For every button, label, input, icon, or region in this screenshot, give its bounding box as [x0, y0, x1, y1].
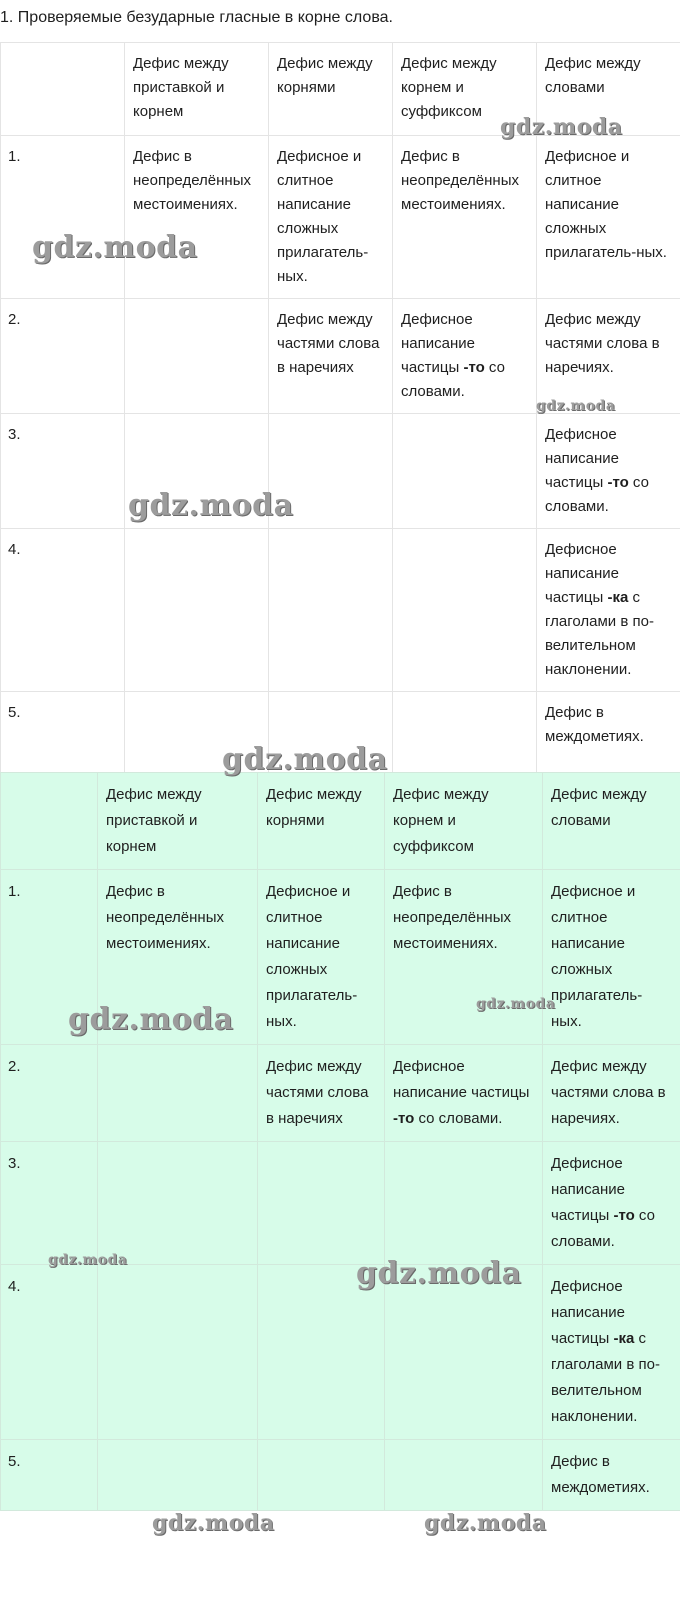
watermark: gdz.moda	[476, 996, 556, 1012]
watermark: gdz.moda	[68, 1002, 234, 1037]
table-cell: Дефисное и слитное написание сложных прилагатель-ных.	[258, 870, 385, 1045]
table-cell: Дефис в неопределённых местоимениях.	[385, 870, 543, 1045]
bold-particle: -то	[607, 474, 629, 491]
table-green	[0, 772, 680, 1511]
table-cell: Дефис в междометиях.	[543, 1440, 680, 1511]
table-cell	[393, 299, 537, 414]
table-cell	[98, 1045, 258, 1142]
header-empty	[1, 773, 98, 870]
watermark: gdz.moda	[356, 1256, 522, 1291]
header-cell: Дефис между словами	[543, 773, 680, 870]
watermark: gdz.moda	[32, 230, 198, 265]
table-cell: Дефисное и слитное написание сложных прилагатель-ных.	[269, 136, 393, 299]
cell-text: со словами.	[551, 1207, 655, 1250]
table-cell	[98, 1142, 258, 1265]
table-row	[1, 1142, 680, 1265]
bold-particle: -то	[613, 1207, 635, 1224]
cell-text: Дефисное написание частицы	[545, 426, 619, 491]
table-cell	[385, 1142, 543, 1265]
row-number: 3.	[1, 1142, 98, 1265]
table-row	[1, 529, 680, 692]
row-number: 2.	[1, 299, 125, 414]
header-cell: Дефис между корнем и суффиксом	[393, 43, 537, 136]
table-cell	[385, 1265, 543, 1440]
row-number: 5.	[1, 1440, 98, 1511]
table-cell: Дефис в неопределённых местоимениях.	[393, 136, 537, 299]
page-title: 1. Проверяемые безударные гласные в корне слова.	[0, 9, 393, 26]
bold-particle: -ка	[607, 589, 629, 606]
table-cell	[98, 1440, 258, 1511]
row-number: 4.	[1, 1265, 98, 1440]
cell-text: со словами.	[401, 359, 505, 400]
cell-text: с глаголами в по-велительном наклонении.	[545, 589, 654, 678]
watermark: gdz.moda	[152, 1510, 275, 1536]
table-cell: Дефис между частями слова в наречиях	[258, 1045, 385, 1142]
row-number: 4.	[1, 529, 125, 692]
table-cell	[543, 1265, 680, 1440]
table-cell: Дефис между частями слова в наречиях.	[543, 1045, 680, 1142]
row-number: 2.	[1, 1045, 98, 1142]
table-cell: Дефис в неопределённых местоимениях.	[125, 136, 269, 299]
bold-particle: -то	[393, 1110, 415, 1127]
watermark: gdz.moda	[500, 114, 623, 140]
table-cell	[543, 1142, 680, 1265]
table-cell	[393, 414, 537, 529]
table-white	[0, 42, 680, 785]
table-cell	[269, 414, 393, 529]
header-cell: Дефис между приставкой и корнем	[125, 43, 269, 136]
table-cell	[537, 529, 680, 692]
row-number: 5.	[1, 692, 125, 785]
header-cell: Дефис между приставкой и корнем	[98, 773, 258, 870]
row-number: 1.	[1, 136, 125, 299]
table-cell	[125, 414, 269, 529]
table-cell: Дефис в неопределённых местоимениях.	[98, 870, 258, 1045]
table-row	[1, 414, 680, 529]
table-cell: Дефис в междометиях.	[537, 692, 680, 785]
watermark: gdz.moda	[48, 1252, 128, 1268]
cell-text: со словами.	[414, 1110, 503, 1127]
table-cell	[258, 1265, 385, 1440]
table-cell	[125, 692, 269, 785]
cell-text: Дефисное написание частицы	[545, 541, 619, 606]
table-row	[1, 1265, 680, 1440]
table-cell	[269, 692, 393, 785]
table-cell: Дефис между частями слова в наречиях.	[537, 299, 680, 414]
table-cell	[125, 299, 269, 414]
watermark: gdz.moda	[128, 488, 294, 523]
table-cell	[258, 1142, 385, 1265]
table-cell	[385, 1045, 543, 1142]
cell-text: Дефисное написание частицы	[551, 1155, 625, 1224]
table-header-row	[1, 773, 680, 870]
table-row	[1, 136, 680, 299]
cell-text: с глаголами в по-велительном наклонении.	[551, 1330, 660, 1425]
cell-text: Дефисное написание частицы	[401, 311, 475, 376]
cell-text: со словами.	[545, 474, 649, 515]
header-cell: Дефис между корнями	[258, 773, 385, 870]
table-row	[1, 299, 680, 414]
header-cell: Дефис между словами	[537, 43, 680, 136]
watermark: gdz.moda	[222, 742, 388, 777]
table-cell	[258, 1440, 385, 1511]
table-cell	[393, 692, 537, 785]
row-number: 1.	[1, 870, 98, 1045]
table-row	[1, 870, 680, 1045]
table-cell: Дефисное и слитное написание сложных прилагатель-ных.	[537, 136, 680, 299]
header-cell: Дефис между корнями	[269, 43, 393, 136]
bold-particle: -то	[463, 359, 485, 376]
row-number: 3.	[1, 414, 125, 529]
table-cell	[393, 529, 537, 692]
table-cell	[537, 414, 680, 529]
table-row	[1, 1045, 680, 1142]
cell-text: Дефисное написание частицы	[393, 1058, 530, 1101]
header-empty	[1, 43, 125, 136]
watermark: gdz.moda	[536, 398, 616, 414]
table-cell: Дефисное и слитное написание сложных прилагатель-ных.	[543, 870, 680, 1045]
header-cell: Дефис между корнем и суффиксом	[385, 773, 543, 870]
table-cell	[385, 1440, 543, 1511]
table-cell	[125, 529, 269, 692]
watermark: gdz.moda	[424, 1510, 547, 1536]
cell-text: Дефисное написание частицы	[551, 1278, 625, 1347]
table-cell	[98, 1265, 258, 1440]
table-cell: Дефис между частями слова в наречиях	[269, 299, 393, 414]
table-header-row	[1, 43, 680, 136]
table-row	[1, 692, 680, 785]
table-row	[1, 1440, 680, 1511]
bold-particle: -ка	[613, 1330, 635, 1347]
table-cell	[269, 529, 393, 692]
